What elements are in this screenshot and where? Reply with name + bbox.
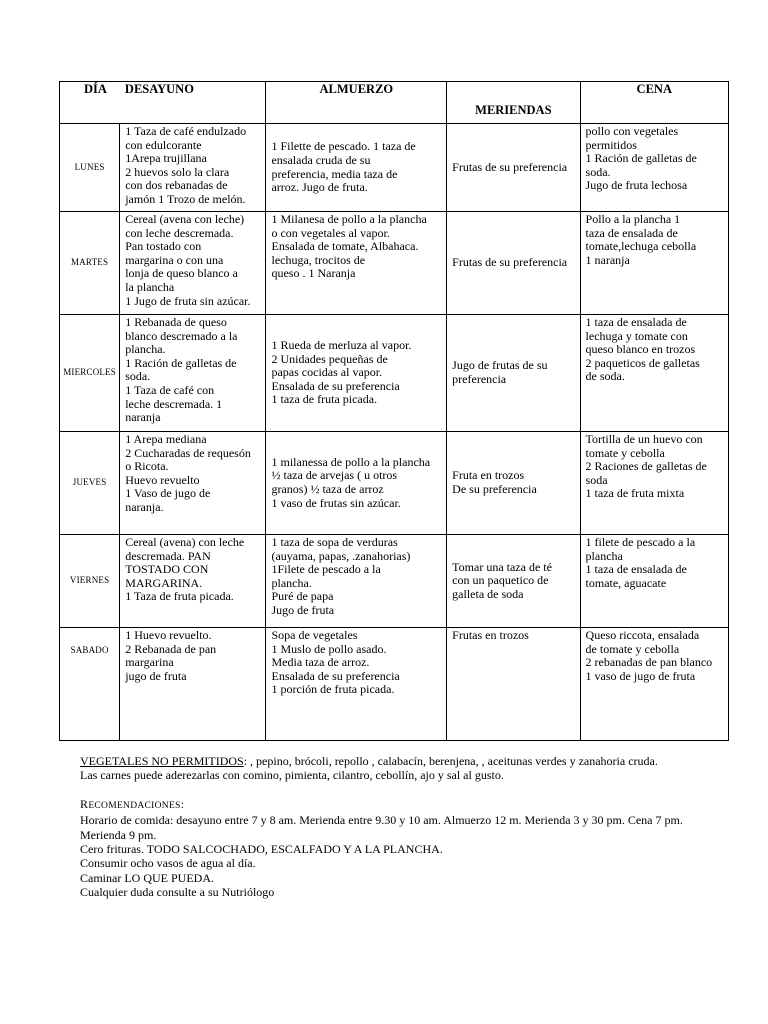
duda-line: Cualquier duda consulte a su Nutriólogo: [80, 885, 275, 900]
meriendas-cell: Jugo de frutas de su preferencia: [447, 315, 580, 432]
almuerzo-cell: Sopa de vegetales 1 Muslo de pollo asado. Media taza de arroz. Ensalada de su preferencia 1 porción de fruta picada.: [266, 628, 447, 741]
almuerzo-cell: 1 Filette de pescado. 1 taza de ensalada cruda de su preferencia, media taza de arroz. Jugo de fruta.: [266, 124, 447, 212]
desayuno-cell: 1 Rebanada de queso blanco descremado a la plancha. 1 Ración de galletas de soda. 1 Taza de café con leche descremada. 1 naranja: [120, 315, 266, 432]
cena-cell: Tortilla de un huevo con tomate y cebolla 2 Raciones de galletas de soda 1 taza de fruta mixta: [580, 432, 728, 535]
header-almuerzo: ALMUERZO: [266, 82, 447, 124]
caminar-line: Caminar LO QUE PUEDA.: [80, 870, 214, 885]
meriendas-cell: Frutas en trozos: [447, 628, 580, 741]
desayuno-cell: 1 Taza de café endulzado con edulcorante 1Arepa trujillana 2 huevos solo la clara con dos rebanadas de jamón 1 Trozo de melón.: [120, 124, 266, 212]
meriendas-cell: Tomar una taza de té con un paquetico de galleta de soda: [447, 535, 580, 628]
table-row: [60, 628, 729, 741]
table-header-row: [60, 82, 729, 124]
header-meriendas: MERIENDAS: [447, 82, 580, 124]
frituras-line: Cero frituras. TODO SALCOCHADO, ESCALFADO Y A LA PLANCHA.: [80, 842, 443, 857]
day-cell: VIERNES: [60, 535, 120, 628]
agua-line: Consumir ocho vasos de agua al día.: [80, 856, 256, 871]
cena-cell: pollo con vegetales permitidos 1 Ración de galletas de soda. Jugo de fruta lechosa: [580, 124, 728, 212]
vegetales-text: : , pepino, brócoli, repollo , calabacín, berenjena, , aceitunas verdes y zanahoria cruda.: [243, 754, 658, 768]
vegetales-label: VEGETALES NO PERMITIDOS: [80, 754, 244, 768]
header-cena: CENA: [580, 82, 728, 124]
cena-cell: Queso riccota, ensalada de tomate y cebolla 2 rebanadas de pan blanco 1 vaso de jugo de fruta: [580, 628, 728, 741]
meriendas-cell: Frutas de su preferencia: [447, 212, 580, 315]
almuerzo-cell: 1 Milanesa de pollo a la plancha o con vegetales al vapor. Ensalada de tomate, Albahaca. lechuga, trocitos de queso . 1 Naranja: [266, 212, 447, 315]
day-cell: MARTES: [60, 212, 120, 315]
meriendas-cell: Fruta en trozos De su preferencia: [447, 432, 580, 535]
desayuno-cell: Cereal (avena con leche) con leche descremada. Pan tostado con margarina o con una lonja de queso blanco a la plancha 1 Jugo de fruta sin azúcar.: [120, 212, 266, 315]
desayuno-cell: 1 Huevo revuelto. 2 Rebanada de pan margarina jugo de fruta: [120, 628, 266, 741]
table-row: [60, 124, 729, 212]
vegetales-line: [80, 754, 730, 768]
almuerzo-cell: 1 Rueda de merluza al vapor. 2 Unidades pequeñas de papas cocidas al vapor. Ensalada de su preferencia 1 taza de fruta picada.: [266, 315, 447, 432]
meal-plan-table: [59, 81, 729, 741]
almuerzo-cell: 1 taza de sopa de verduras (auyama, papas, .zanahorias) 1Filete de pescado a la plancha. Puré de papa Jugo de fruta: [266, 535, 447, 628]
desayuno-cell: Cereal (avena) con leche descremada. PAN TOSTADO CON MARGARINA. 1 Taza de fruta picada.: [120, 535, 266, 628]
carnes-line: Las carnes puede aderezarlas con comino, pimienta, cilantro, cebollín, ajo y sal al gusto.: [80, 768, 504, 783]
cena-cell: 1 taza de ensalada de lechuga y tomate con queso blanco en trozos 2 paqueticos de galletas de soda.: [580, 315, 728, 432]
cena-cell: Pollo a la plancha 1 taza de ensalada de tomate,lechuga cebolla 1 naranja: [580, 212, 728, 315]
table-row: [60, 315, 729, 432]
table-row: [60, 432, 729, 535]
desayuno-cell: 1 Arepa mediana 2 Cucharadas de requesón o Ricota. Huevo revuelto 1 Vaso de jugo de naranja.: [120, 432, 266, 535]
horario-line: Horario de comida: desayuno entre 7 y 8 am. Merienda entre 9.30 y 10 am. Almuerzo 12 m. Merienda 3 y 30 pm. Cena 7 pm. Merienda 9 pm.: [80, 813, 683, 842]
header-dia: DÍA: [84, 82, 107, 96]
table-row: [60, 535, 729, 628]
almuerzo-cell: 1 milanessa de pollo a la plancha ½ taza de arvejas ( u otros granos) ½ taza de arroz 1 vaso de frutas sin azúcar.: [266, 432, 447, 535]
header-dia-desayuno: [60, 82, 266, 124]
day-cell: SABADO: [60, 628, 120, 741]
meriendas-cell: Frutas de su preferencia: [447, 124, 580, 212]
header-desayuno: DESAYUNO: [124, 82, 194, 96]
table-row: [60, 212, 729, 315]
day-cell: JUEVES: [60, 432, 120, 535]
cena-cell: 1 filete de pescado a la plancha 1 taza de ensalada de tomate, aguacate: [580, 535, 728, 628]
day-cell: LUNES: [60, 124, 120, 212]
recomendaciones-heading: RECOMENDACIONES:: [80, 796, 185, 811]
notes-section: [80, 754, 730, 900]
day-cell: MIERCOLES: [60, 315, 120, 432]
